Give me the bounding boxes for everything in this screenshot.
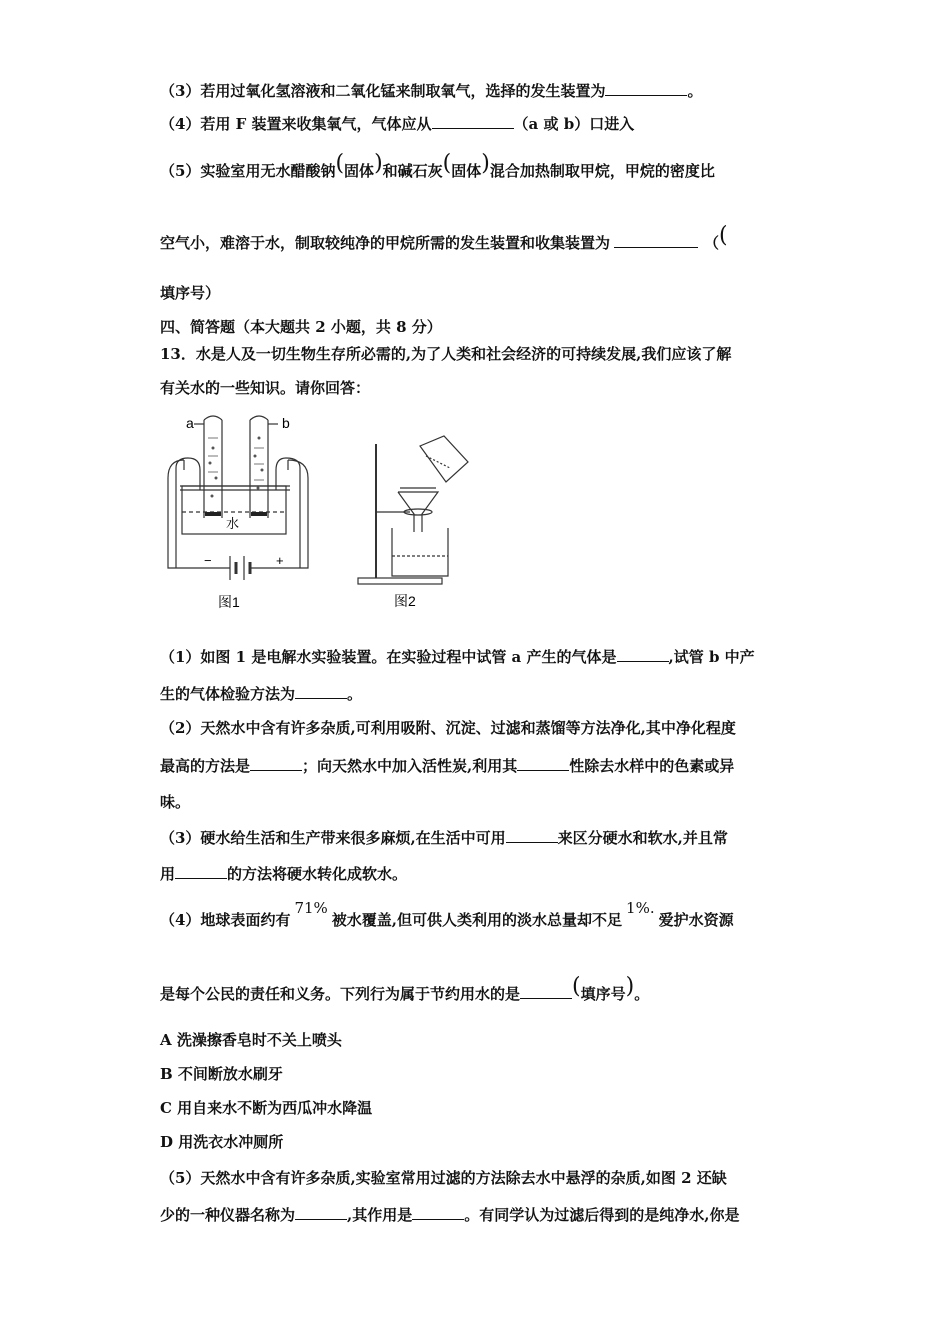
answer-blank[interactable] bbox=[517, 755, 569, 771]
option-b: B 不间断放水刷牙 bbox=[160, 1065, 283, 1083]
q5-line: （5）实验室用无水醋酸钠(固体)和碱石灰(固体)混合加热制取甲烷，甲烷的密度比 bbox=[160, 151, 715, 180]
sub-2-line-1: （2）天然水中含有许多杂质,可利用吸附、沉淀、过滤和蒸馏等方法净化,其中净化程度 bbox=[160, 719, 736, 737]
percent-71: 71% bbox=[294, 899, 328, 917]
answer-blank[interactable] bbox=[506, 827, 558, 843]
figure-1-caption: 图1 bbox=[218, 594, 240, 610]
sub-2-line-2: 最高的方法是 ；向天然水中加入活性炭,利用其 性除去水样中的色素或异 bbox=[160, 757, 735, 775]
q4-line: （4）若用 F 装置来收集氧气，气体应从 （a 或 b）口进入 bbox=[160, 115, 635, 133]
sub-5-line-2: 少的一种仪器名称为 ,其作用是 。有同学认为过滤后得到的是纯净水,你是 bbox=[160, 1206, 740, 1224]
q5-line-2: 空气小，难溶于水，制取较纯净的甲烷所需的发生装置和收集装置为 （( bbox=[160, 223, 728, 252]
answer-blank[interactable] bbox=[412, 1204, 464, 1220]
answer-blank[interactable] bbox=[175, 863, 227, 879]
answer-blank[interactable] bbox=[614, 232, 698, 248]
label-b: b bbox=[282, 415, 290, 431]
label-plus: + bbox=[276, 553, 284, 568]
answer-blank[interactable] bbox=[295, 683, 347, 699]
answer-blank[interactable] bbox=[250, 755, 302, 771]
answer-blank[interactable] bbox=[520, 983, 572, 999]
answer-blank[interactable] bbox=[432, 113, 514, 129]
answer-blank[interactable] bbox=[295, 1204, 347, 1220]
sub-2-line-3: 味。 bbox=[160, 793, 191, 811]
figure-1-electrolysis bbox=[160, 408, 320, 613]
figure-2-caption: 图2 bbox=[394, 593, 416, 609]
q3-line: （3）若用过氧化氢溶液和二氧化锰来制取氧气，选择的发生装置为 。 bbox=[160, 82, 703, 100]
section-heading: 四、简答题（本大题共 2 小题，共 8 分） bbox=[160, 318, 442, 336]
sub-3-line-1: （3）硬水给生活和生产带来很多麻烦,在生活中可用 来区分硬水和软水,并且常 bbox=[160, 829, 728, 847]
label-water: 水 bbox=[226, 516, 240, 531]
sub-4-line-2: 是每个公民的责任和义务。下列行为属于节约用水的是 (填序号)。 bbox=[160, 974, 650, 1003]
percent-1: 1%. bbox=[626, 899, 655, 917]
option-a: A 洗澡擦香皂时不关上喷头 bbox=[160, 1031, 342, 1049]
question-13-line-1: 13．水是人及一切生物生存所必需的,为了人类和社会经济的可持续发展,我们应该了解 bbox=[160, 345, 732, 363]
question-13-line-2: 有关水的一些知识。请你回答： bbox=[160, 379, 371, 397]
figure-2-filtration bbox=[352, 428, 482, 613]
option-c: C 用自来水不断为西瓜冲水降温 bbox=[160, 1099, 373, 1117]
sub-1-line-2: 生的气体检验方法为 。 bbox=[160, 685, 363, 703]
sub-3-line-2: 用 的方法将硬水转化成软水。 bbox=[160, 865, 408, 883]
q5-line-3: 填序号） bbox=[160, 284, 221, 302]
label-a: a bbox=[186, 415, 194, 431]
answer-blank[interactable] bbox=[617, 646, 669, 662]
sub-1-line-1: （1）如图 1 是电解水实验装置。在实验过程中试管 a 产生的气体是 ,试管 b 中产 bbox=[160, 648, 755, 666]
label-minus: − bbox=[204, 553, 212, 568]
sub-5-line-1: （5）天然水中含有许多杂质,实验室常用过滤的方法除去水中悬浮的杂质,如图 2 还缺 bbox=[160, 1169, 727, 1187]
option-d: D 用洗衣水冲厕所 bbox=[160, 1133, 284, 1151]
sub-4-line-1: （4）地球表面约有71%被水覆盖,但可供人类利用的淡水总量却不足1%.爱护水资源 bbox=[160, 899, 734, 929]
answer-blank[interactable] bbox=[605, 80, 687, 96]
